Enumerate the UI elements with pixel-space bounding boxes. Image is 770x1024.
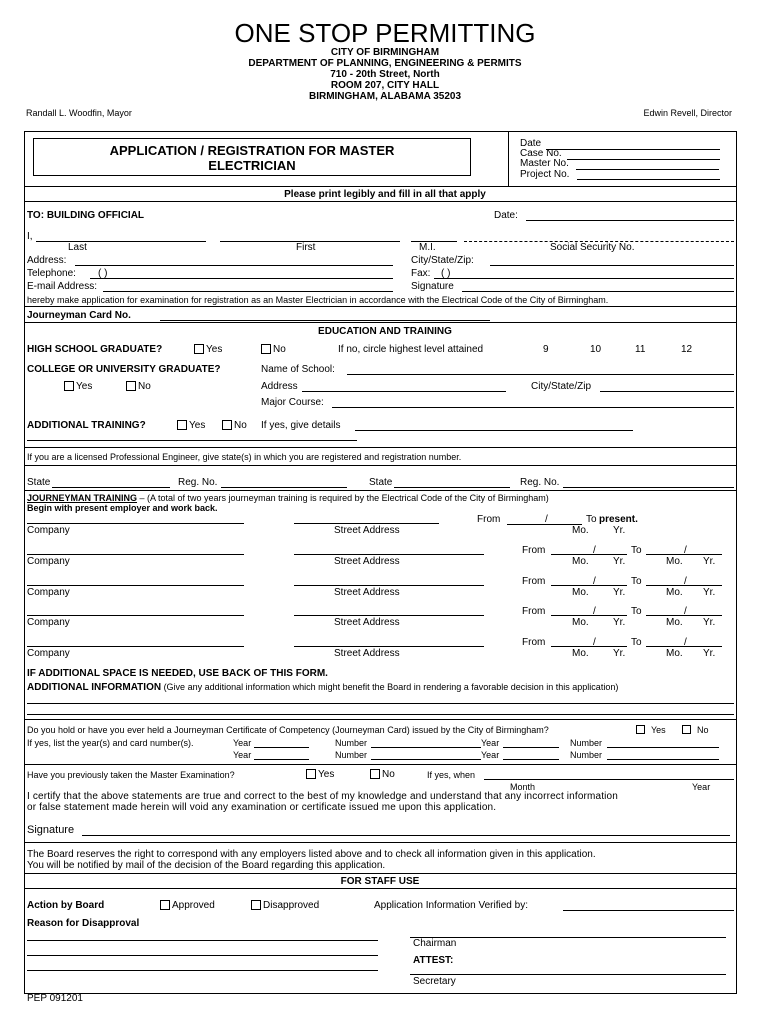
date-slash: / bbox=[684, 576, 687, 587]
yr-label: Yr. bbox=[703, 556, 716, 567]
yr-label: Yr. bbox=[703, 648, 716, 659]
journeyman-training-note: – (A total of two years journeyman training is required by the Electrical Code of the City of Birmingham) bbox=[137, 493, 549, 503]
reg-field-2[interactable] bbox=[563, 487, 734, 488]
office-date-field[interactable] bbox=[546, 149, 720, 150]
reason-field-3[interactable] bbox=[27, 970, 378, 971]
yr-label: Yr. bbox=[613, 617, 626, 628]
address-line: DEPARTMENT OF PLANNING, ENGINEERING & PERMITS bbox=[248, 58, 522, 69]
fax-field[interactable] bbox=[434, 278, 734, 279]
date-field[interactable] bbox=[526, 220, 734, 221]
chairman-signature-field[interactable] bbox=[410, 937, 726, 938]
date-slash: / bbox=[593, 545, 596, 556]
mo-label: Mo. bbox=[572, 648, 589, 659]
yr-label: Yr. bbox=[613, 556, 626, 567]
divider bbox=[24, 322, 737, 323]
company-field[interactable] bbox=[27, 646, 244, 647]
street-field[interactable] bbox=[294, 615, 484, 616]
certify-line: or false statement made herein will void any examination or certificate issued me upon this application. bbox=[27, 802, 497, 813]
to-building-official: TO: BUILDING OFFICIAL bbox=[27, 210, 145, 221]
from-label: From bbox=[522, 637, 546, 648]
address-field[interactable] bbox=[75, 265, 393, 266]
circle-level-label: If no, circle highest level attained bbox=[338, 344, 484, 355]
school-name-label: Name of School: bbox=[261, 364, 335, 375]
yr-label: Yr. bbox=[703, 617, 716, 628]
city-state-zip-field[interactable] bbox=[490, 265, 734, 266]
from-label: From bbox=[522, 576, 546, 587]
street-label: Street Address bbox=[334, 556, 400, 567]
from-date-field[interactable] bbox=[551, 585, 627, 586]
fax-label: Fax: bbox=[411, 268, 431, 279]
training-details-field[interactable] bbox=[355, 430, 633, 431]
additional-info-note: (Give any additional information which might benefit the Board in rendering a favorable decision in this application) bbox=[161, 682, 619, 692]
street-label: Street Address bbox=[334, 648, 400, 659]
certificate-question: Do you hold or have you ever held a Journeyman Certificate of Competency (Journeyman Card) issued by the City of Birmingham? bbox=[27, 725, 549, 735]
certificate-no-checkbox[interactable] bbox=[682, 725, 691, 734]
year-label: Year bbox=[692, 782, 711, 792]
certificate-no-label: No bbox=[697, 725, 709, 735]
company-label: Company bbox=[27, 648, 70, 659]
training-details-field-2[interactable] bbox=[27, 440, 357, 441]
reg-label-2: Reg. No. bbox=[520, 477, 560, 488]
secretary-signature-field[interactable] bbox=[410, 974, 726, 975]
previous-yes-label: Yes bbox=[318, 769, 335, 780]
company-label: Company bbox=[27, 556, 70, 567]
reg-label-1: Reg. No. bbox=[178, 477, 218, 488]
previous-when-field[interactable] bbox=[484, 779, 734, 780]
mo-label: Mo. bbox=[572, 525, 589, 536]
additional-info-heading bbox=[27, 682, 618, 693]
college-no-checkbox[interactable] bbox=[126, 381, 136, 391]
divider bbox=[24, 873, 737, 874]
mo-label: Mo. bbox=[666, 587, 683, 598]
school-address-label: Address bbox=[261, 381, 298, 392]
previous-no-label: No bbox=[382, 769, 395, 780]
application-title-line: ELECTRICIAN bbox=[208, 158, 296, 173]
journeyman-training-heading bbox=[27, 493, 549, 503]
hs-yes-label: Yes bbox=[206, 344, 223, 355]
office-master-field[interactable] bbox=[576, 169, 719, 170]
mi-label: M.I. bbox=[419, 242, 436, 253]
date-label: Date: bbox=[494, 210, 518, 221]
yr-label: Yr. bbox=[613, 587, 626, 598]
additional-space-text: IF ADDITIONAL SPACE IS NEEDED, USE BACK OF THIS FORM bbox=[27, 668, 326, 679]
divider bbox=[24, 447, 737, 448]
date-slash: / bbox=[593, 576, 596, 587]
training-details-label: If yes, give details bbox=[261, 420, 341, 431]
city-address-block bbox=[0, 47, 770, 102]
additional-space-note: IF ADDITIONAL SPACE IS NEEDED, USE BACK OF THIS FORM. bbox=[27, 668, 328, 679]
reason-field-2[interactable] bbox=[27, 955, 378, 956]
begin-present-employer: Begin with present employer and work back. bbox=[27, 503, 218, 513]
additional-info-label: ADDITIONAL INFORMATION bbox=[27, 682, 162, 693]
training-row bbox=[0, 545, 770, 584]
grade-12[interactable]: 12 bbox=[681, 344, 693, 355]
office-box-divider bbox=[508, 131, 509, 186]
college-graduate-label: COLLEGE OR UNIVERSITY GRADUATE? bbox=[27, 364, 221, 375]
yr-label: Yr. bbox=[613, 648, 626, 659]
address-label: Address: bbox=[27, 255, 67, 266]
street-field[interactable] bbox=[294, 554, 484, 555]
action-by-board-label: Action by Board bbox=[27, 900, 105, 911]
address-line: ROOM 207, CITY HALL bbox=[330, 80, 440, 91]
from-date-field[interactable] bbox=[551, 646, 627, 647]
reason-disapproval-label: Reason for Disapproval bbox=[27, 918, 140, 929]
divider bbox=[24, 490, 737, 491]
street-label: Street Address bbox=[334, 525, 400, 536]
signature-label: Signature bbox=[411, 281, 454, 292]
number-field-2[interactable] bbox=[607, 747, 719, 748]
reason-field-1[interactable] bbox=[27, 940, 378, 941]
signature-label: Signature bbox=[27, 824, 75, 836]
state-label-2: State bbox=[369, 477, 393, 488]
hs-yes-checkbox[interactable] bbox=[194, 344, 204, 354]
to-label: To bbox=[631, 606, 642, 617]
major-course-label: Major Course: bbox=[261, 397, 324, 408]
disapproved-label: Disapproved bbox=[263, 900, 320, 911]
company-label: Company bbox=[27, 617, 70, 628]
mo-label: Mo. bbox=[572, 617, 589, 628]
month-label: Month bbox=[510, 782, 536, 792]
year-field-4[interactable] bbox=[503, 759, 559, 760]
divider bbox=[24, 888, 737, 889]
additional-info-field-1[interactable] bbox=[27, 703, 734, 704]
email-field[interactable] bbox=[103, 291, 393, 292]
divider bbox=[24, 764, 737, 765]
mo-label: Mo. bbox=[572, 587, 589, 598]
state-field-2[interactable] bbox=[394, 487, 510, 488]
secretary-label: Secretary bbox=[413, 976, 456, 987]
office-master-label: Master No. bbox=[520, 158, 569, 169]
state-label-1: State bbox=[27, 477, 51, 488]
certificate-yes-label: Yes bbox=[651, 725, 666, 735]
approved-checkbox[interactable] bbox=[160, 900, 170, 910]
application-title bbox=[33, 143, 471, 173]
mayor-name: Randall L. Woodfin, Mayor bbox=[26, 108, 132, 118]
journeyman-training-title: JOURNEYMAN TRAINING bbox=[27, 493, 138, 503]
previous-exam-question: Have you previously taken the Master Examination? bbox=[27, 770, 235, 780]
divider bbox=[24, 465, 737, 466]
number-field-4[interactable] bbox=[607, 759, 719, 760]
telephone-area-code: ( ) bbox=[98, 268, 108, 279]
divider bbox=[24, 842, 737, 843]
number-field-1[interactable] bbox=[371, 747, 481, 748]
school-name-field[interactable] bbox=[347, 374, 734, 375]
date-slash: / bbox=[684, 545, 687, 556]
to-label: To bbox=[631, 545, 642, 556]
board-line: You will be notified by mail of the decision of the Board regarding this application. bbox=[27, 860, 386, 871]
to-present: present. bbox=[599, 514, 638, 525]
number-label: Number bbox=[335, 750, 368, 760]
telephone-label: Telephone: bbox=[27, 268, 76, 279]
application-title-line: APPLICATION / REGISTRATION FOR MASTER bbox=[109, 143, 395, 158]
approved-label: Approved bbox=[172, 900, 215, 911]
city-state-zip-label: City/State/Zip: bbox=[411, 255, 474, 266]
grade-11[interactable]: 11 bbox=[635, 344, 646, 355]
street-field-1[interactable] bbox=[294, 523, 439, 524]
address-line: BIRMINGHAM, ALABAMA 35203 bbox=[308, 91, 462, 102]
ssn-label: Social Security No. bbox=[550, 242, 635, 253]
verified-by-label: Application Information Verified by: bbox=[374, 900, 528, 911]
office-project-field[interactable] bbox=[577, 179, 720, 180]
mo-label: Mo. bbox=[572, 556, 589, 567]
address-line: 710 - 20th Street, North bbox=[330, 69, 440, 80]
director-name: Edwin Revell, Director bbox=[643, 108, 732, 118]
disapproved-checkbox[interactable] bbox=[251, 900, 261, 910]
company-field[interactable] bbox=[27, 615, 244, 616]
grade-9[interactable]: 9 bbox=[543, 344, 549, 355]
divider bbox=[24, 306, 737, 307]
grade-10[interactable]: 10 bbox=[590, 344, 602, 355]
company-field-1[interactable] bbox=[27, 523, 244, 524]
form-code: PEP 091201 bbox=[27, 993, 83, 1004]
year-label: Year bbox=[233, 750, 252, 760]
office-case-label: Case No. bbox=[520, 148, 562, 159]
college-yes-checkbox[interactable] bbox=[64, 381, 74, 391]
company-label: Company bbox=[27, 525, 70, 536]
company-field[interactable] bbox=[27, 585, 244, 586]
verified-by-field[interactable] bbox=[563, 910, 734, 911]
certify-statement bbox=[27, 791, 618, 813]
school-address-field[interactable] bbox=[302, 391, 506, 392]
staff-use-heading: FOR STAFF USE bbox=[340, 876, 420, 887]
education-heading: EDUCATION AND TRAINING bbox=[318, 326, 452, 337]
additional-training-label: ADDITIONAL TRAINING? bbox=[27, 420, 146, 431]
date-slash: / bbox=[593, 637, 596, 648]
school-city-field[interactable] bbox=[600, 391, 734, 392]
board-line: The Board reserves the right to correspond with any employers listed above and to check all information given in this application. bbox=[27, 849, 596, 860]
page-title: ONE STOP PERMITTING bbox=[234, 18, 536, 48]
yr-label: Yr. bbox=[613, 525, 626, 536]
last-label: Last bbox=[68, 242, 87, 253]
email-label: E-mail Address: bbox=[27, 281, 98, 292]
instruction-text: Please print legibly and fill in all that apply bbox=[284, 189, 486, 200]
training-yes-label: Yes bbox=[189, 420, 206, 431]
college-yes-label: Yes bbox=[76, 381, 93, 392]
college-no-label: No bbox=[138, 381, 151, 392]
training-row bbox=[0, 606, 770, 645]
date-slash: / bbox=[684, 637, 687, 648]
certify-line: I certify that the above statements are true and correct to the best of my knowledge and understand that any incorrect information bbox=[27, 791, 618, 802]
signature-field[interactable] bbox=[462, 291, 734, 292]
date-slash: / bbox=[593, 606, 596, 617]
office-date-label: Date bbox=[520, 138, 542, 149]
training-row bbox=[0, 576, 770, 615]
telephone-field[interactable] bbox=[90, 278, 393, 279]
from-date-field[interactable] bbox=[551, 554, 627, 555]
address-line: CITY OF BIRMINGHAM bbox=[330, 47, 440, 58]
date-slash: / bbox=[545, 514, 548, 525]
yr-label: Yr. bbox=[703, 587, 716, 598]
hs-no-checkbox[interactable] bbox=[261, 344, 271, 354]
year-field-1[interactable] bbox=[254, 747, 309, 748]
journeyman-card-field[interactable] bbox=[160, 320, 490, 321]
company-field[interactable] bbox=[27, 554, 244, 555]
divider bbox=[24, 719, 737, 720]
attest-label: ATTEST: bbox=[413, 955, 454, 966]
divider bbox=[24, 201, 737, 202]
first-label: First bbox=[296, 242, 316, 253]
year-label: Year bbox=[233, 738, 252, 748]
hs-no-label: No bbox=[273, 344, 286, 355]
mo-label: Mo. bbox=[666, 648, 683, 659]
previous-when-label: If yes, when bbox=[427, 770, 476, 780]
major-course-field[interactable] bbox=[332, 407, 734, 408]
date-slash: / bbox=[684, 606, 687, 617]
to-label: To bbox=[631, 637, 642, 648]
year-field-3[interactable] bbox=[254, 759, 309, 760]
from-label: From bbox=[522, 545, 546, 556]
reg-field-1[interactable] bbox=[221, 487, 347, 488]
number-label: Number bbox=[335, 738, 368, 748]
application-statement: hereby make application for examination for registration as an Master Electrician in accordance with the Electrical Code of the City of Birmingham. bbox=[27, 295, 609, 305]
mo-label: Mo. bbox=[666, 617, 683, 628]
training-yes-checkbox[interactable] bbox=[177, 420, 187, 430]
board-statement bbox=[27, 849, 596, 871]
last-name-field[interactable] bbox=[36, 241, 206, 242]
i-label: I, bbox=[27, 231, 33, 242]
previous-no-checkbox[interactable] bbox=[370, 769, 380, 779]
year-label: Year bbox=[481, 738, 500, 748]
chairman-label: Chairman bbox=[413, 938, 457, 949]
divider bbox=[24, 186, 737, 187]
street-field[interactable] bbox=[294, 585, 484, 586]
fax-area-code: ( ) bbox=[441, 268, 451, 279]
journeyman-card-label: Journeyman Card No. bbox=[27, 310, 131, 321]
certificate-yes-checkbox[interactable] bbox=[636, 725, 645, 734]
company-label: Company bbox=[27, 587, 70, 598]
certificate-list-label: If yes, list the year(s) and card number(s). bbox=[27, 738, 194, 748]
office-case-field[interactable] bbox=[567, 159, 720, 160]
street-label: Street Address bbox=[334, 587, 400, 598]
signature-field[interactable] bbox=[82, 835, 730, 836]
training-no-checkbox[interactable] bbox=[222, 420, 232, 430]
number-label: Number bbox=[570, 750, 603, 760]
mo-label: Mo. bbox=[666, 556, 683, 567]
engineer-text: If you are a licensed Professional Engineer, give state(s) in which you are registered and registration number. bbox=[27, 452, 462, 462]
from-label: From bbox=[522, 606, 546, 617]
number-label: Number bbox=[570, 738, 603, 748]
year-field-2[interactable] bbox=[503, 747, 559, 748]
school-city-label: City/State/Zip bbox=[531, 381, 592, 392]
street-field[interactable] bbox=[294, 646, 484, 647]
hs-graduate-label: HIGH SCHOOL GRADUATE? bbox=[27, 344, 163, 355]
number-field-3[interactable] bbox=[371, 759, 481, 760]
from-label: From bbox=[477, 514, 501, 525]
additional-info-field-2[interactable] bbox=[27, 714, 734, 715]
from-date-field[interactable] bbox=[551, 615, 627, 616]
year-label: Year bbox=[481, 750, 500, 760]
training-no-label: No bbox=[234, 420, 247, 431]
street-label: Street Address bbox=[334, 617, 400, 628]
to-label: To bbox=[586, 514, 597, 525]
office-project-label: Project No. bbox=[520, 169, 570, 180]
previous-yes-checkbox[interactable] bbox=[306, 769, 316, 779]
to-label: To bbox=[631, 576, 642, 587]
state-field-1[interactable] bbox=[52, 487, 170, 488]
